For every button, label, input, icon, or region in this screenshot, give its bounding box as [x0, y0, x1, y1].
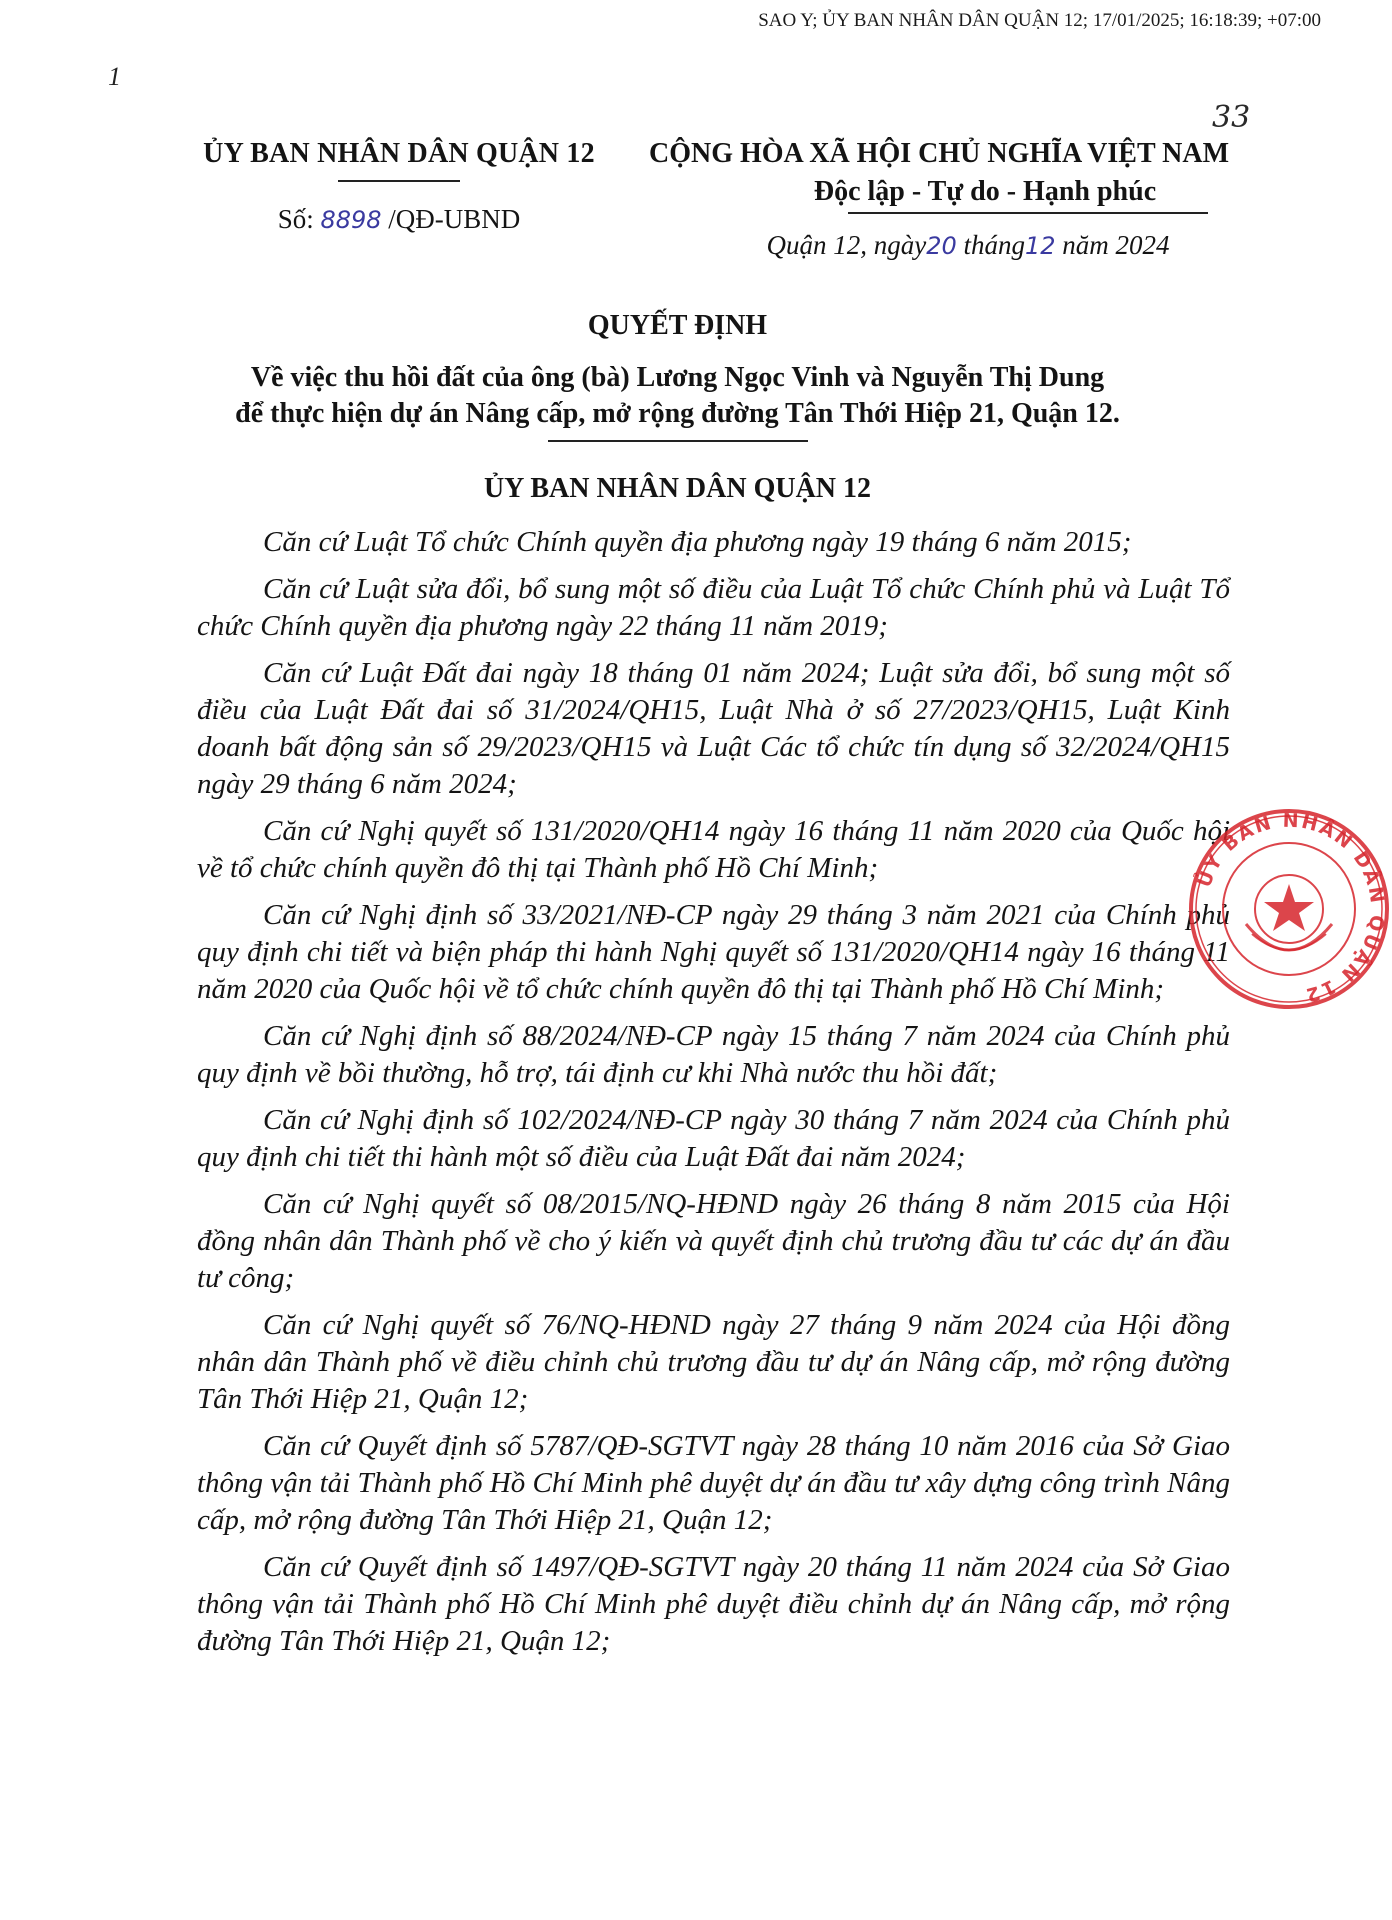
legal-basis-paragraph: Căn cứ Nghị định số 102/2024/NĐ-CP ngày 30 tháng 7 năm 2024 của Chính phủ quy định chi tiết thi hành một số điều của Luật Đất đai năm 2024;: [197, 1104, 1230, 1173]
number-prefix: Số:: [277, 203, 314, 234]
legal-basis-paragraph: Căn cứ Quyết định số 5787/QĐ-SGTVT ngày 28 tháng 10 năm 2016 của Sở Giao thông vận tải Thành phố Hồ Chí Minh phê duyệt dự án đầu tư xây dựng công trình Nâng cấp, mở rộng đường Tân Thới Hiệp 21, Quận 12;: [197, 1430, 1230, 1536]
document-body: [197, 524, 1230, 1670]
seal-text: ỦY BAN NHÂN DÂN QUẬN 12: [1193, 809, 1389, 1007]
date-year: năm 2024: [1062, 229, 1170, 260]
date-month-handwritten: 12: [1025, 231, 1056, 260]
subject-line-1: Về việc thu hồi đất của ông (bà) Lương Ngọc Vinh và Nguyễn Thị Dung: [250, 362, 1105, 393]
subject-line-2: để thực hiện dự án Nâng cấp, mở rộng đường Tân Thới Hiệp 21, Quận 12.: [235, 398, 1120, 429]
page-number: 33: [1212, 100, 1251, 135]
national-block: [628, 138, 1250, 261]
national-motto: Độc lập - Tự do - Hạnh phúc: [813, 176, 1157, 207]
number-suffix: /QĐ-UBND: [388, 203, 521, 234]
legal-basis-paragraph: Căn cứ Quyết định số 1497/QĐ-SGTVT ngày 20 tháng 11 năm 2024 của Sở Giao thông vận tải Thành phố Hồ Chí Minh phê duyệt điều chỉnh dự án Nâng cấp, mở rộng đường Tân Thới Hiệp 21, Quận 12;: [197, 1551, 1230, 1657]
document-type: QUYẾT ĐỊNH: [587, 310, 768, 341]
legal-basis-paragraph: Căn cứ Luật Đất đai ngày 18 tháng 01 năm 2024; Luật sửa đổi, bổ sung một số điều của Luật Đất đai số 31/2024/QH15, Luật Nhà ở số 27/2023/QH15, Luật Kinh doanh bất động sản số 29/2023/QH15 và Luật Các tổ chức tín dụng số 32/2024/QH15 ngày 29 tháng 6 năm 2024;: [197, 657, 1230, 800]
pen-mark: 1: [108, 62, 121, 91]
legal-basis-paragraph: Căn cứ Nghị định số 88/2024/NĐ-CP ngày 15 tháng 7 năm 2024 của Chính phủ quy định về bồi thường, hỗ trợ, tái định cư khi Nhà nước thu hồi đất;: [197, 1020, 1230, 1089]
number-handwritten: 8898: [320, 205, 382, 234]
legal-basis-paragraph: Căn cứ Nghị quyết số 08/2015/NQ-HĐND ngày 26 tháng 8 năm 2015 của Hội đồng nhân dân Thành phố về cho ý kiến và quyết định chủ trương đầu tư các dự án đầu tư công;: [197, 1188, 1230, 1294]
issue-date: [628, 230, 1250, 261]
subject-underline: [548, 440, 808, 442]
authority-heading: ỦY BAN NHÂN DÂN QUẬN 12: [483, 473, 872, 504]
date-day-handwritten: 20: [926, 231, 957, 260]
issuer-block: [168, 138, 630, 235]
legal-basis-paragraph: Căn cứ Nghị quyết số 131/2020/QH14 ngày 16 tháng 11 năm 2020 của Quốc hội về tổ chức chính quyền đô thị tại Thành phố Hồ Chí Minh;: [197, 815, 1230, 884]
date-place: Quận 12, ngày: [766, 229, 927, 260]
document-subject: [0, 360, 1355, 432]
date-month-label: tháng: [963, 229, 1025, 260]
national-title: CỘNG HÒA XÃ HỘI CHỦ NGHĨA VIỆT NAM: [648, 138, 1230, 169]
official-seal-icon: [1186, 806, 1392, 1012]
document-number: [168, 204, 630, 235]
motto-underline: [848, 212, 1208, 214]
issuer-underline: [338, 180, 460, 182]
legal-basis-paragraph: Căn cứ Nghị định số 33/2021/NĐ-CP ngày 29 tháng 3 năm 2021 của Chính phủ quy định chi tiết và biện pháp thi hành Nghị quyết số 131/2020/QH14 ngày 16 tháng 11 năm 2020 của Quốc hội về tổ chức chính quyền đô thị tại Thành phố Hồ Chí Minh;: [197, 899, 1230, 1005]
issuer-name: ỦY BAN NHÂN DÂN QUẬN 12: [203, 138, 595, 169]
copy-stamp: SAO Y; ỦY BAN NHÂN DÂN QUẬN 12; 17/01/2025; 16:18:39; +07:00: [758, 10, 1321, 31]
legal-basis-paragraph: Căn cứ Luật Tổ chức Chính quyền địa phương ngày 19 tháng 6 năm 2015;: [263, 526, 1132, 558]
legal-basis-paragraph: Căn cứ Nghị quyết số 76/NQ-HĐND ngày 27 tháng 9 năm 2024 của Hội đồng nhân dân Thành phố về điều chỉnh chủ trương đầu tư dự án Nâng cấp, mở rộng đường Tân Thới Hiệp 21, Quận 12;: [197, 1309, 1230, 1415]
legal-basis-paragraph: Căn cứ Luật sửa đổi, bổ sung một số điều của Luật Tổ chức Chính phủ và Luật Tổ chức Chính quyền địa phương ngày 22 tháng 11 năm 2019;: [197, 573, 1230, 642]
